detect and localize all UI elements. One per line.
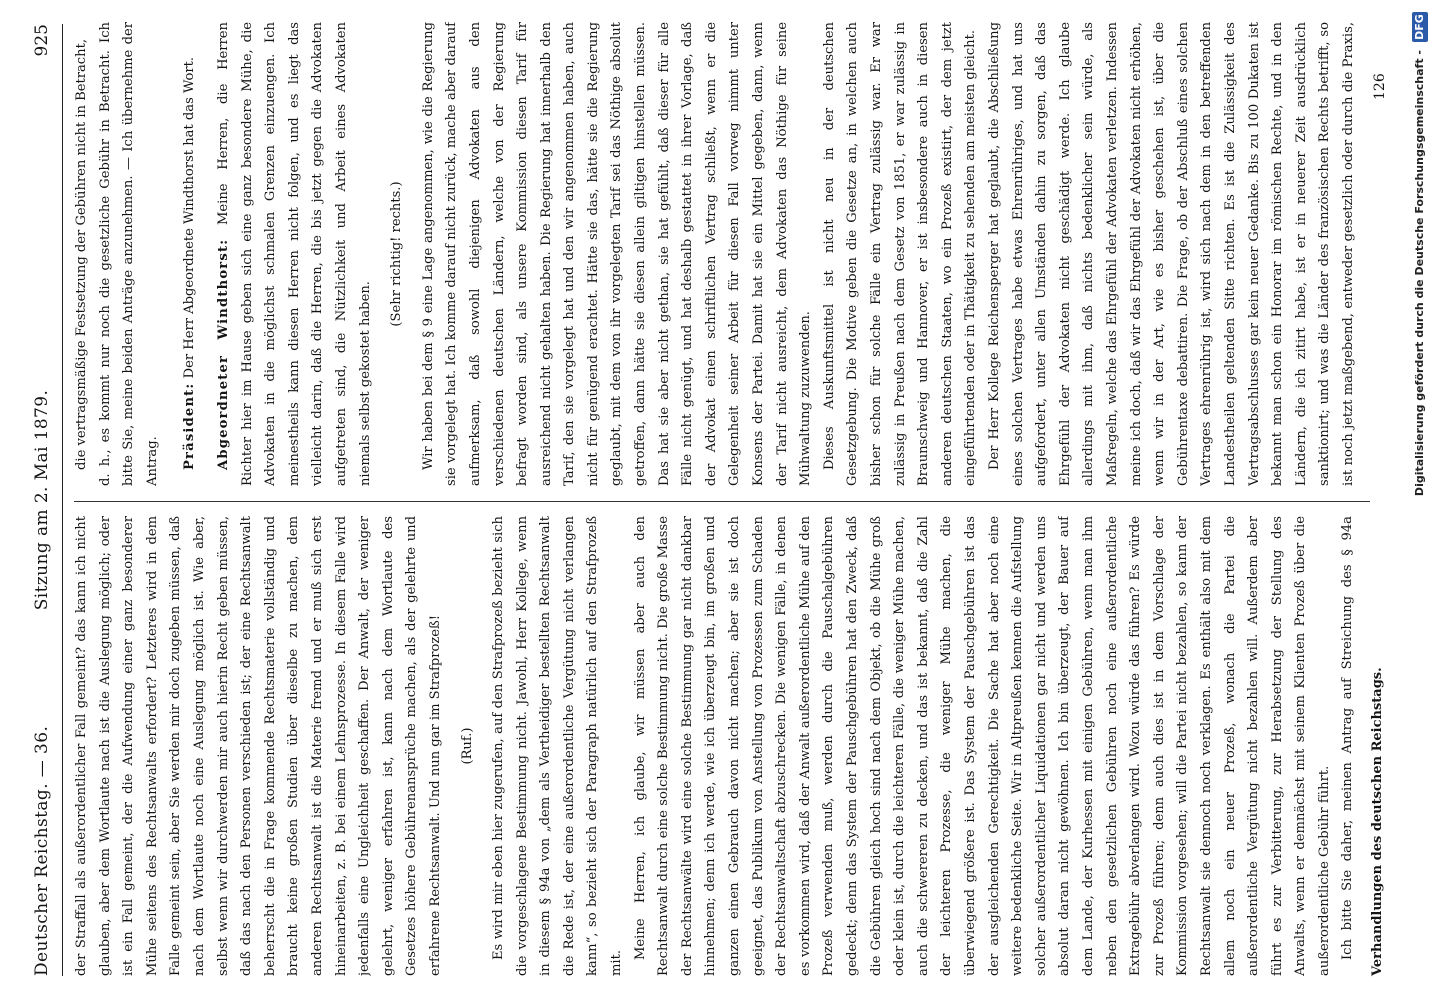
president-speech (178, 22, 202, 486)
paragraph: Meine Herren, ich glaube, wir müssen aber auch den Rechtsanwalt durch eine solche Bestimmung nicht. Die große Masse der Rechtsanwälte wird eine solche Bestimmung gar nicht dankbar hinnehmen; denn ich werde, wie ich überzeugt bin, im großen und ganzen einen Gebrauch davon nicht machen; aber sie ist doch geeignet, das Publikum von Anstellung von Prozessen zum Schaden der Rechtsanwaltschaft abzuschrecken. Die wenigen Fälle, in denen es vorkommen wird, daß der Anwalt außerordentliche Mühe auf den Prozeß verwenden muß, werden durch die Pauschalgebühren gedeckt; denn das System der Pauschgebühren hat den Zweck, daß die Gebühren gleich hoch sind nach dem Objekt, ob die Mühe groß oder klein ist, durch die leichteren Fälle, die weniger Mühe machen, auch die schwereren zu decken, und das ist bekannt, daß die Zahl der leichteren Prozesse, die weniger Mühe machen, die überwiegend größere ist. Das System der Pauschgebühren ist das der ausgleichenden Gerechtigkeit. Die Sache hat aber noch eine weitere bedenkliche Seite. Wir in Altpreußen kennen die Aufstellung solcher außerordentlicher Liquidationen gar nicht und werden uns absolut daran nicht gewöhnen. Ich bin überzeugt, der Bauer auf dem Lande, der Kurhessen mit einigen Gebühren, wenn man ihm neben den gesetzlichen Gebühren noch eine außerordentliche Extragebühr abverlangen wird. Wozu würde das führen? Es würde zur Prozeß führen; denn auch dies ist in dem Vorschlage der Kommission vorgesehen; will die Partei nicht bezahlen, so kann der Rechtsanwalt sie dennoch noch verklagen. Es enthält also mit dem allem noch ein neuer Prozeß, wonach die Partei die außerordentliche Vergütung nicht bezahlen will. Außerdem aber führt es zur Verbitterung, zur Herabsetzung der Stellung des Anwalts, wenn er demnächst mit seinem Klienten Prozeß über die außerordentliche Gebühr führt. (632, 516, 1332, 976)
quoted-provision: die vertragsmäßige Festsetzung der Gebühren nicht in Betracht, (74, 39, 89, 470)
signature-mark: 126 (1372, 73, 1388, 100)
page-number: 925 (32, 24, 52, 57)
page-header (28, 24, 63, 976)
paragraph: Ich bitte Sie daher, meinen Antrag auf Streichung des § 94a (1340, 516, 1356, 960)
paragraph: der Straffall als außerordentlicher Fall gemeint? das kann ich nicht glauben, aber dem Wortlaute nach ist die Auslegung möglich; oder ist ein Fall gemeint, der die Aufwendung einer ganz besonderer Mühe seitens des Rechtsanwalts erfordert? Letzteres wird in dem Falle gemeint sein, aber Sie werden mir doch zugeben müssen, daß nach dem Wortlaute noch eine Auslegung möglich ist. Wie aber, selbst wenn wir durchwerden mir auch hierin Recht geben müssen, daß das nach den Personen verschieden ist; der eine Rechtsanwalt beherrscht die in Frage kommende Rechtsmaterie vollständig und braucht keine großen Studien über dieselbe zu machen, dem anderen Rechtsanwalt ist die Materie fremd und er muß sich erst hineinarbeiten, z. B. bei einem Lehnsprozesse. In diesem Falle wird jedenfalls eine Ungleichheit geschaffen. Der Anwalt, der weniger gelehrt, weniger erfahren ist, kann nach dem Wortlaute des Gesetzes höhere Gebührenansprüche machen, als der gelehrte und erfahrene Rechtsanwalt. Und nun gar im Strafprozeß! (74, 516, 443, 976)
footer-publication: Verhandlungen des deutschen Reichstags. (1370, 667, 1385, 976)
right-column (70, 22, 1360, 486)
speaker-windthorst: Abgeordneter Windthorst: (215, 238, 231, 470)
applause-note: (Sehr richtig! rechts.) (389, 181, 405, 327)
paragraph: Der Herr Kollege Reichensperger hat geglaubt, die Abschließung eines solchen Vertrages habe etwas Ehrenrühriges, und hat uns aufgefordert, unter allen Umständen dahin zu sorgen, daß das Ehrgefühl der Advokaten nicht geschädigt werde. Ich glaube allerdings mit ihm, daß nichts bedenklicher sein würde, als Maßregeln, welche das Ehrgefühl der Advokaten verletzen. Indessen meine ich doch, daß wir das Ehrgefühl der Advokaten nicht erhöhen, wenn wir in der Art, wie es bisher geschehen ist, über die Gebührentaxe debattiren. Die Frage, ob der Abschluß eines solchen Vertrages ehrenrührig ist, wird sich nach dem in den betreffenden Landestheilen geltenden Sitte richten. Es ist die Zulässigkeit des Vertragsabschlusses gar kein neuer Gedanke. Bis zu 100 Dukaten ist bekannt man schon ein Honorar im römischen Rechte, und in den Ländern, die ich zitirt habe, ist er in neuerer Zeit ausdrücklich sanktionirt; und was die Länder des französischen Rechts betrifft, so ist noch jetzt maßgebend, entweder gesetzlich oder durch die Praxis, (986, 22, 1356, 486)
interjection-note: (Ruf.) (459, 727, 475, 765)
paragraph: Es wird mir eben hier zugerufen, auf den Strafprozeß bezieht sich die vorgeschlagene Bestimmung nicht. Jawohl, Herr Kollege, wenn in diesem § 94a von „dem als Vertheidiger bestellten Rechtsanwalt die Rede ist, der eine außerordentliche Vergütung nicht verlangen kann“, so bezieht sich der Paragraph natürlich auf den Strafprozeß mit. (491, 516, 625, 976)
dfg-logo: DFG (1412, 12, 1428, 42)
paragraph: d. h., es kommt nur noch die gesetzliche Gebühr in Betracht. Ich bitte Sie, meine beiden Anträge anzunehmen. — Ich übernehme der Antrag. (97, 22, 160, 486)
left-column (70, 516, 1360, 976)
paragraph: Wir haben bei dem § 9 eine Lage angenommen, wie die Regierung sie vorgelegt hat. Ich komme darauf nicht zurück, mache aber darauf aufmerksam, daß sowohl diejenigen Advokaten aus den verschiedenen deutschen Ländern, welche von der Regierung befragt worden sind, als unsere Kommission diesen Tarif für ausreichend nicht gehalten haben. Die Regierung hat innerhalb den Tarif, den sie vorgelegt hat und den wir angenommen haben, auch nicht für genügend erachtet. Hätte sie das, hätte sie die Regierung geglaubt, mit dem von ihr vorgelegten Tarif sei das Nöthige absolut getroffen, dann hätte sie diesen allein giltigen hinstellen müssen. Das hat sie aber nicht gethan, sie hat gefühlt, daß dieser für alle Fälle nicht genügt, und hat deshalb gestattet in ihrer Vorlage, daß der Advokat einen schriftlichen Vertrag schließt, wenn er die Gelegenheit seiner Arbeit für diesen Fall vorweg nimmt unter Konsens der Partei. Damit hat sie ein Mittel gegeben, dann, wenn der Tarif nicht ausreicht, dem Advokaten das Nöthige für seine Mühwaltung zuzuwenden. (420, 22, 814, 486)
header-left: Deutscher Reichstag. — 36. (32, 725, 52, 976)
speaker-president: Präsident: (182, 382, 198, 470)
dfg-credit: Digitalisierung gefördert durch die Deutsche Forschungsgemeinschaft - (1413, 50, 1426, 497)
dfg-strip (1410, 0, 1432, 1000)
windthorst-text: Meine Herren, die Herren Richter hier im Hause geben sich eine ganz besondere Mühe, die Advokaten in die möglichst schmalen Grenzen einzuengen. Ich meinestheils kann diesen Herren nicht folgen, und es liegt das vielleicht darin, daß die Herren, die bis jetzt gegen die Advokaten aufgetreten sind, die Nützlichkeit und Arbeit eines Advokaten niemals selbst gekostet haben. (215, 22, 373, 486)
windthorst-speech (212, 22, 377, 486)
paragraph: Dieses Auskunftsmittel ist nicht neu in der deutschen Gesetzgebung. Die Motive geben die Gesetze an, in welchen auch bisher schon für solche Fälle ein Vertrag zulässig war. Er war zulässig in Preußen nach dem Gesetz von 1851, er war zulässig in Braunschweig und Hannover, er ist insbesondere auch in diesen anderen deutschen Staaten, wo ein Prozeß existirt, der dem jetzt eingeführtenden oder in Thätigkeit zu sehenden am meisten gleicht. (821, 22, 979, 486)
president-text: Der Herr Abgeordnete Windthorst hat das Wort. (182, 56, 198, 379)
column-divider (74, 501, 1370, 502)
header-center: Sitzung am 2. Mai 1879. (32, 389, 52, 611)
